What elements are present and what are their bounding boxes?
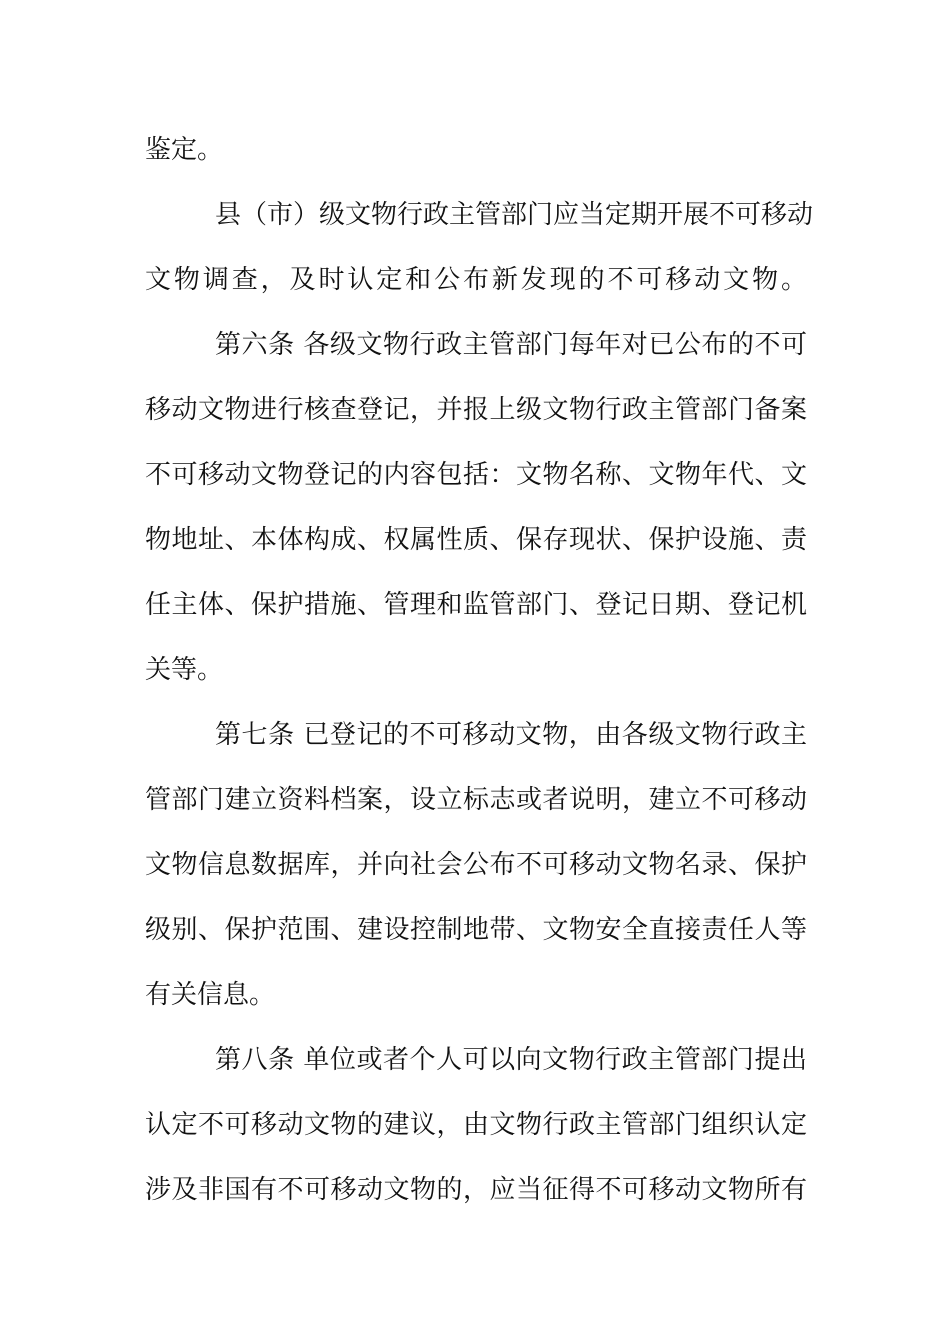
text-line: 文物调查，及时认定和公布新发现的不可移动文物。 (145, 265, 807, 295)
text-line: 物地址、本体构成、权属性质、保存现状、保护设施、责 (145, 525, 807, 555)
text-line: 不可移动文物登记的内容包括：文物名称、文物年代、文 (145, 460, 807, 490)
text-line: 管部门建立资料档案，设立标志或者说明，建立不可移动 (145, 785, 807, 815)
text-line: 移动文物进行核查登记，并报上级文物行政主管部门备案 (145, 395, 807, 425)
article-7-heading-line: 第七条 已登记的不可移动文物，由各级文物行政主 (215, 720, 807, 750)
text-line: 涉及非国有不可移动文物的，应当征得不可移动文物所有 (145, 1175, 807, 1205)
text-line: 关等。 (145, 655, 224, 685)
text-line: 级别、保护范围、建设控制地带、文物安全直接责任人等 (145, 915, 807, 945)
text-line: 有关信息。 (145, 980, 276, 1010)
article-6-heading-line: 第六条 各级文物行政主管部门每年对已公布的不可 (215, 330, 807, 360)
text-line: 文物信息数据库，并向社会公布不可移动文物名录、保护 (145, 850, 807, 880)
text-line: 认定不可移动文物的建议，由文物行政主管部门组织认定 (145, 1110, 807, 1140)
text-line: 鉴定。 (145, 135, 224, 165)
article-8-heading-line: 第八条 单位或者个人可以向文物行政主管部门提出 (215, 1045, 807, 1075)
text-line: 县（市）级文物行政主管部门应当定期开展不可移动 (215, 200, 814, 230)
document-body (145, 118, 814, 1223)
text-line: 任主体、保护措施、管理和监管部门、登记日期、登记机 (145, 590, 807, 620)
